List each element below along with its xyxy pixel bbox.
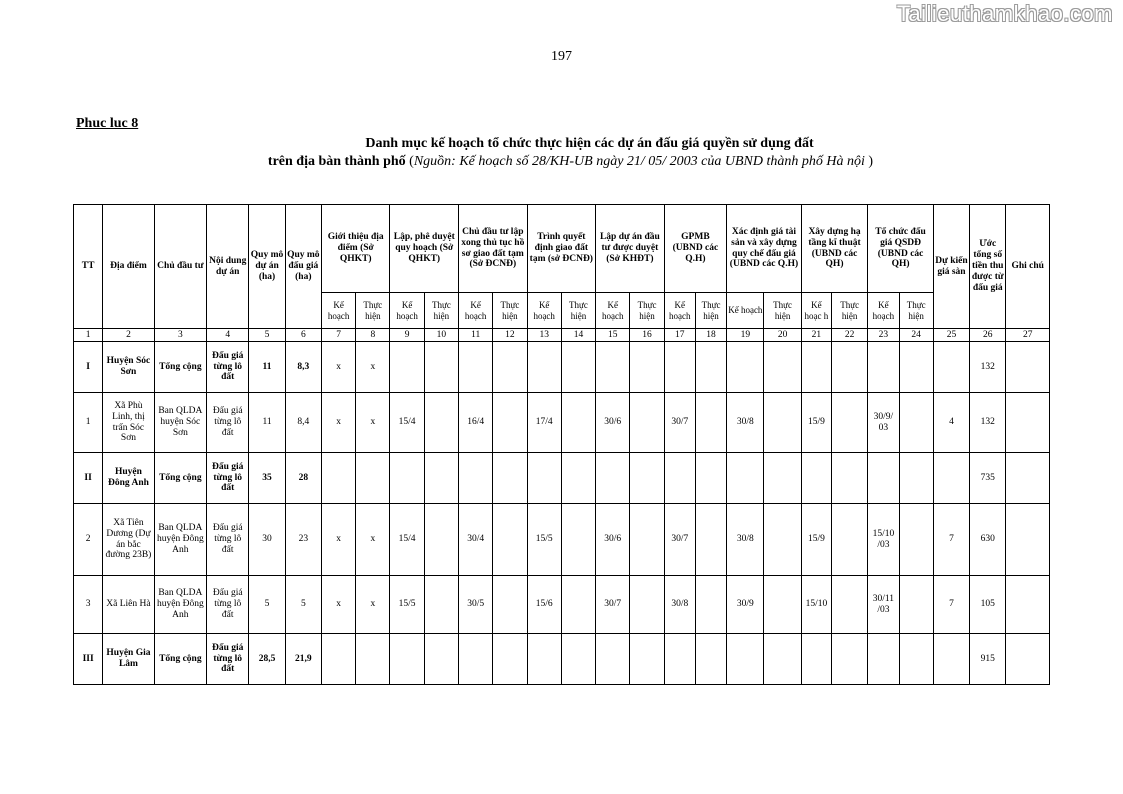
cell: 30/4 bbox=[459, 504, 493, 576]
cell: x bbox=[321, 393, 355, 453]
cell bbox=[561, 634, 595, 685]
cell: 30/7 bbox=[596, 576, 630, 634]
cell-project-size: 5 bbox=[249, 576, 285, 634]
cell-revenue: 630 bbox=[970, 504, 1006, 576]
header-site-intro: Giới thiệu địa điểm (Sở QHKT) bbox=[321, 205, 390, 293]
header-location: Địa điểm bbox=[103, 205, 154, 329]
header-investment-project: Lập dự án đầu tư được duyệt (Sở KHĐT) bbox=[596, 205, 665, 293]
cell-content: Đấu giá từng lô đất bbox=[207, 393, 249, 453]
cell: x bbox=[321, 342, 355, 393]
cell-content: Đấu giá từng lô đất bbox=[207, 504, 249, 576]
cell bbox=[390, 634, 424, 685]
subheader-plan: Kế hoạch bbox=[527, 293, 561, 329]
cell-tt: II bbox=[74, 453, 103, 504]
cell: 7 bbox=[933, 576, 969, 634]
subtitle-open-paren: ( bbox=[405, 154, 414, 169]
col-number: 1 bbox=[74, 329, 103, 342]
col-number: 14 bbox=[561, 329, 595, 342]
cell bbox=[527, 342, 561, 393]
cell: 30/11 /03 bbox=[868, 576, 899, 634]
cell bbox=[321, 453, 355, 504]
cell: 15/10 bbox=[801, 576, 831, 634]
subheader-plan: Kế hoạch bbox=[596, 293, 630, 329]
cell bbox=[561, 393, 595, 453]
cell: x bbox=[356, 342, 390, 393]
cell bbox=[493, 576, 527, 634]
col-number: 19 bbox=[727, 329, 764, 342]
table-row-group bbox=[74, 453, 1050, 504]
cell: x bbox=[356, 393, 390, 453]
header-content: Nội dung dự án bbox=[207, 205, 249, 329]
col-number: 23 bbox=[868, 329, 899, 342]
subheader-actual: Thực hiện bbox=[764, 293, 801, 329]
cell-project-size: 11 bbox=[249, 342, 285, 393]
cell bbox=[868, 634, 899, 685]
cell-revenue: 132 bbox=[970, 342, 1006, 393]
cell bbox=[630, 504, 664, 576]
cell bbox=[527, 453, 561, 504]
cell: 30/5 bbox=[459, 576, 493, 634]
cell bbox=[727, 453, 764, 504]
col-number: 25 bbox=[933, 329, 969, 342]
header-project-size: Quy mô dự án (ha) bbox=[249, 205, 285, 329]
col-number: 13 bbox=[527, 329, 561, 342]
cell: 15/9 bbox=[801, 393, 831, 453]
header-planning: Lập, phê duyệt quy hoạch (Sở QHKT) bbox=[390, 205, 459, 293]
cell-auction-size: 8,3 bbox=[285, 342, 321, 393]
header-valuation: Xác định giá tài sản và xây dựng quy chế đấu giá (UBND các Q.H) bbox=[727, 205, 802, 293]
cell bbox=[390, 342, 424, 393]
col-number: 3 bbox=[154, 329, 206, 342]
cell bbox=[727, 634, 764, 685]
cell-investor: Tổng cộng bbox=[154, 453, 206, 504]
cell bbox=[868, 342, 899, 393]
cell: x bbox=[356, 504, 390, 576]
cell bbox=[801, 342, 831, 393]
subheader-actual: Thực hiện bbox=[630, 293, 664, 329]
col-number: 26 bbox=[970, 329, 1006, 342]
subheader-actual: Thực hiện bbox=[493, 293, 527, 329]
cell bbox=[832, 393, 868, 453]
cell-investor: Tổng cộng bbox=[154, 342, 206, 393]
col-number: 18 bbox=[695, 329, 726, 342]
cell bbox=[899, 342, 933, 393]
cell: 15/5 bbox=[527, 504, 561, 576]
subheader-plan: Kế hoạch bbox=[390, 293, 424, 329]
cell: 15/4 bbox=[390, 393, 424, 453]
cell-investor: Ban QLDA huyện Sóc Sơn bbox=[154, 393, 206, 453]
cell bbox=[832, 453, 868, 504]
cell bbox=[561, 576, 595, 634]
cell-auction-size: 28 bbox=[285, 453, 321, 504]
cell bbox=[493, 634, 527, 685]
cell bbox=[899, 504, 933, 576]
subtitle-close-paren: ) bbox=[864, 154, 874, 169]
cell bbox=[764, 504, 801, 576]
cell-notes bbox=[1006, 504, 1050, 576]
cell: 4 bbox=[933, 393, 969, 453]
subheader-actual: Thực hiện bbox=[424, 293, 458, 329]
cell bbox=[764, 393, 801, 453]
header-infrastructure: Xây dựng hạ tầng kĩ thuật (UBND các QH) bbox=[801, 205, 868, 293]
cell bbox=[933, 342, 969, 393]
subtitle-source: Nguồn: Kế hoạch số 28/KH-UB ngày 21/ 05/ 2003 của UBND thành phố Hà nội bbox=[413, 154, 865, 169]
cell bbox=[493, 504, 527, 576]
subheader-actual: Thực hiện bbox=[832, 293, 868, 329]
cell-tt: III bbox=[74, 634, 103, 685]
col-number: 2 bbox=[103, 329, 154, 342]
table-row bbox=[74, 576, 1050, 634]
cell bbox=[695, 576, 726, 634]
cell-content: Đấu giá từng lô đất bbox=[207, 453, 249, 504]
cell bbox=[596, 453, 630, 504]
col-number: 22 bbox=[832, 329, 868, 342]
subheader-actual: Thực hiện bbox=[561, 293, 595, 329]
col-number: 4 bbox=[207, 329, 249, 342]
subheader-plan: Kế hoạch bbox=[321, 293, 355, 329]
col-number: 17 bbox=[664, 329, 695, 342]
col-number: 6 bbox=[285, 329, 321, 342]
cell bbox=[899, 453, 933, 504]
column-number-row bbox=[74, 329, 1050, 342]
cell-revenue: 735 bbox=[970, 453, 1006, 504]
cell bbox=[493, 393, 527, 453]
cell-notes bbox=[1006, 393, 1050, 453]
cell bbox=[899, 576, 933, 634]
subheader-plan: Kế hoạch bbox=[459, 293, 493, 329]
col-number: 11 bbox=[459, 329, 493, 342]
header-row bbox=[74, 205, 1050, 293]
col-number: 21 bbox=[801, 329, 831, 342]
cell bbox=[868, 453, 899, 504]
cell-revenue: 105 bbox=[970, 576, 1006, 634]
cell-notes bbox=[1006, 576, 1050, 634]
cell-location: Huyện Sóc Sơn bbox=[103, 342, 154, 393]
cell-revenue: 132 bbox=[970, 393, 1006, 453]
header-notes: Ghi chú bbox=[1006, 205, 1050, 329]
cell bbox=[664, 634, 695, 685]
cell bbox=[764, 453, 801, 504]
col-number: 9 bbox=[390, 329, 424, 342]
cell bbox=[933, 453, 969, 504]
cell bbox=[832, 504, 868, 576]
header-tt: TT bbox=[74, 205, 103, 329]
cell-project-size: 11 bbox=[249, 393, 285, 453]
col-number: 8 bbox=[356, 329, 390, 342]
header-site-clearance: GPMB (UBND các Q.H) bbox=[664, 205, 727, 293]
cell-project-size: 28,5 bbox=[249, 634, 285, 685]
col-number: 5 bbox=[249, 329, 285, 342]
col-number: 16 bbox=[630, 329, 664, 342]
cell bbox=[899, 634, 933, 685]
cell bbox=[695, 634, 726, 685]
table-row bbox=[74, 393, 1050, 453]
cell bbox=[527, 634, 561, 685]
subheader-actual: Thực hiện bbox=[695, 293, 726, 329]
subheader-actual: Thực hiện bbox=[899, 293, 933, 329]
cell bbox=[493, 342, 527, 393]
cell bbox=[321, 634, 355, 685]
cell bbox=[493, 453, 527, 504]
header-auction-org: Tổ chức đấu giá QSDĐ (UBND các QH) bbox=[868, 205, 934, 293]
table-row bbox=[74, 504, 1050, 576]
cell bbox=[561, 342, 595, 393]
cell-project-size: 35 bbox=[249, 453, 285, 504]
cell-project-size: 30 bbox=[249, 504, 285, 576]
cell: 7 bbox=[933, 504, 969, 576]
cell-notes bbox=[1006, 453, 1050, 504]
cell bbox=[424, 342, 458, 393]
cell: 30/7 bbox=[664, 393, 695, 453]
cell: 16/4 bbox=[459, 393, 493, 453]
cell bbox=[630, 576, 664, 634]
col-number: 10 bbox=[424, 329, 458, 342]
col-number: 15 bbox=[596, 329, 630, 342]
cell: 15/9 bbox=[801, 504, 831, 576]
cell bbox=[459, 453, 493, 504]
cell-investor: Tổng cộng bbox=[154, 634, 206, 685]
subheader-plan: Kế hoạch bbox=[664, 293, 695, 329]
table-row-group bbox=[74, 634, 1050, 685]
cell-location: Xã Phù Linh, thị trấn Sóc Sơn bbox=[103, 393, 154, 453]
document-title: Danh mục kế hoạch tổ chức thực hiện các dự án đấu giá quyền sử dụng đất bbox=[365, 136, 814, 151]
col-number: 24 bbox=[899, 329, 933, 342]
cell-tt: 3 bbox=[74, 576, 103, 634]
col-number: 27 bbox=[1006, 329, 1050, 342]
table-row-group bbox=[74, 342, 1050, 393]
cell bbox=[630, 453, 664, 504]
cell: 30/8 bbox=[727, 393, 764, 453]
cell bbox=[561, 504, 595, 576]
cell: x bbox=[356, 576, 390, 634]
header-floor-price: Dự kiến giá sàn bbox=[933, 205, 969, 329]
cell bbox=[459, 342, 493, 393]
cell-auction-size: 8,4 bbox=[285, 393, 321, 453]
subheader-plan: Kế hoạch bbox=[868, 293, 899, 329]
cell bbox=[899, 393, 933, 453]
subheader-actual: Thực hiện bbox=[356, 293, 390, 329]
cell-auction-size: 5 bbox=[285, 576, 321, 634]
cell: 30/6 bbox=[596, 504, 630, 576]
cell: 15/10 /03 bbox=[868, 504, 899, 576]
page-number: 197 bbox=[551, 49, 572, 64]
cell bbox=[664, 342, 695, 393]
col-number: 7 bbox=[321, 329, 355, 342]
cell-tt: I bbox=[74, 342, 103, 393]
cell bbox=[832, 342, 868, 393]
cell bbox=[801, 634, 831, 685]
header-land-decision: Trình quyết định giao đất tạm (sở ĐCNĐ) bbox=[527, 205, 596, 293]
col-number: 20 bbox=[764, 329, 801, 342]
cell bbox=[424, 576, 458, 634]
header-auction-size: Quy mô đấu giá (ha) bbox=[285, 205, 321, 329]
cell-location: Huyện Đông Anh bbox=[103, 453, 154, 504]
cell-notes bbox=[1006, 342, 1050, 393]
header-investor: Chủ đầu tư bbox=[154, 205, 206, 329]
cell bbox=[630, 342, 664, 393]
cell bbox=[424, 504, 458, 576]
cell bbox=[695, 453, 726, 504]
cell-auction-size: 23 bbox=[285, 504, 321, 576]
cell-revenue: 915 bbox=[970, 634, 1006, 685]
cell-investor: Ban QLDA huyện Đông Anh bbox=[154, 576, 206, 634]
cell bbox=[356, 453, 390, 504]
cell bbox=[664, 453, 695, 504]
cell bbox=[390, 453, 424, 504]
cell: 30/6 bbox=[596, 393, 630, 453]
cell bbox=[764, 342, 801, 393]
cell: 30/8 bbox=[727, 504, 764, 576]
cell bbox=[801, 453, 831, 504]
cell-tt: 2 bbox=[74, 504, 103, 576]
cell-tt: 1 bbox=[74, 393, 103, 453]
cell: 30/7 bbox=[664, 504, 695, 576]
cell bbox=[561, 453, 595, 504]
cell bbox=[424, 634, 458, 685]
cell: 30/9 bbox=[727, 576, 764, 634]
cell bbox=[424, 393, 458, 453]
cell bbox=[596, 634, 630, 685]
cell bbox=[764, 634, 801, 685]
cell bbox=[596, 342, 630, 393]
cell: 15/6 bbox=[527, 576, 561, 634]
cell: 17/4 bbox=[527, 393, 561, 453]
cell bbox=[764, 576, 801, 634]
cell: x bbox=[321, 504, 355, 576]
cell-content: Đấu giá từng lô đất bbox=[207, 342, 249, 393]
cell bbox=[695, 393, 726, 453]
subheader-plan: Kế hoạch bbox=[727, 293, 764, 329]
watermark: Tailieuthamkhao.com bbox=[896, 1, 1113, 26]
col-number: 12 bbox=[493, 329, 527, 342]
document-subtitle bbox=[0, 154, 1123, 170]
cell: x bbox=[321, 576, 355, 634]
cell-content: Đấu giá từng lô đất bbox=[207, 576, 249, 634]
appendix-label: Phuc luc 8 bbox=[76, 116, 139, 131]
cell-investor: Ban QLDA huyện Đông Anh bbox=[154, 504, 206, 576]
cell bbox=[695, 504, 726, 576]
cell-location: Xã Liên Hà bbox=[103, 576, 154, 634]
cell bbox=[695, 342, 726, 393]
cell bbox=[933, 634, 969, 685]
auction-plan-table bbox=[73, 204, 1050, 685]
subheader-plan: Kế hoạc h bbox=[801, 293, 831, 329]
cell: 15/4 bbox=[390, 504, 424, 576]
subtitle-bold: trên địa bàn thành phố bbox=[267, 154, 406, 169]
cell bbox=[832, 634, 868, 685]
cell-auction-size: 21,9 bbox=[285, 634, 321, 685]
header-land-dossier: Chủ đầu tư lập xong thủ tục hồ sơ giao đất tạm (Sở ĐCNĐ) bbox=[459, 205, 528, 293]
cell: 30/8 bbox=[664, 576, 695, 634]
cell-location: Huyện Gia Lâm bbox=[103, 634, 154, 685]
cell bbox=[356, 634, 390, 685]
header-estimated-revenue: Ước tổng số tiền thu được từ đấu giá bbox=[970, 205, 1006, 329]
cell-location: Xã Tiên Dương (Dự án bắc đường 23B) bbox=[103, 504, 154, 576]
cell bbox=[630, 634, 664, 685]
cell: 15/5 bbox=[390, 576, 424, 634]
cell: 30/9/ 03 bbox=[868, 393, 899, 453]
cell bbox=[424, 453, 458, 504]
cell-content: Đấu giá từng lô đất bbox=[207, 634, 249, 685]
cell bbox=[832, 576, 868, 634]
cell bbox=[727, 342, 764, 393]
cell-notes bbox=[1006, 634, 1050, 685]
cell bbox=[630, 393, 664, 453]
cell bbox=[459, 634, 493, 685]
